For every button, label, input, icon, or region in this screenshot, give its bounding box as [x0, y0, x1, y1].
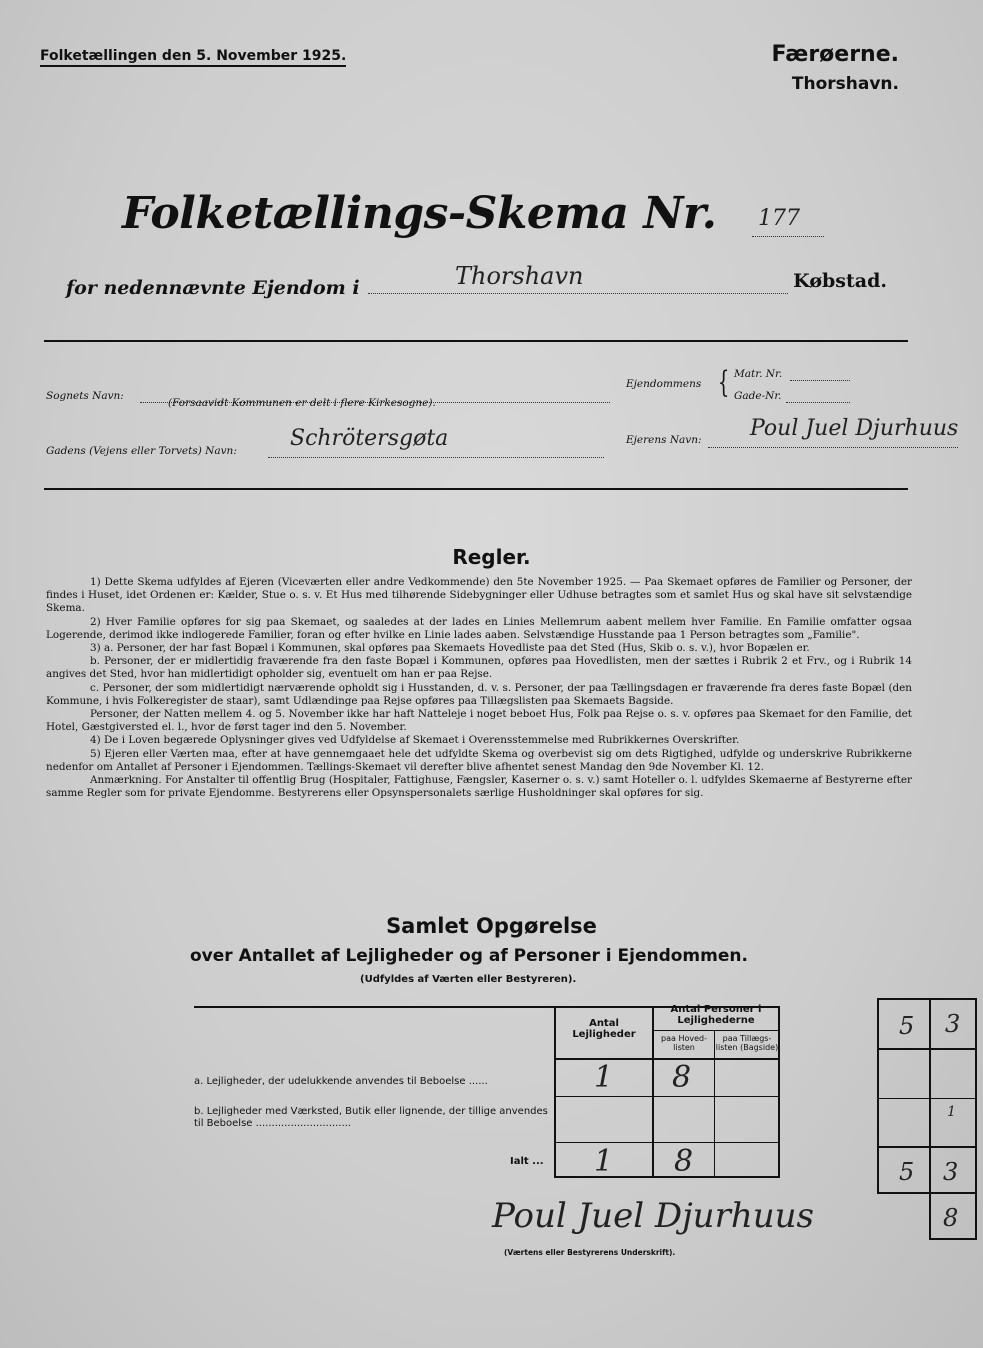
a-main-value: 8: [672, 1060, 692, 1095]
rule-paragraph: 2) Hver Familie opføres for sig paa Skemaet, og saaledes at der lades en Linies Mellemrum aabent mellem hver Familie. En Familie omfatter ogsaa Logerende, derimod ikke indlogerede Familier, foran og efter hvilke en Linie lades aaben. Selvstændige Husstande paa 1 Person betragtes som „Familie".: [46, 615, 912, 641]
tally-r3b: 3: [943, 1158, 959, 1186]
country-name: Færøerne.: [771, 42, 899, 67]
row-a-label: a. Lejligheder, der udelukkende anvendes til Beboelse ......: [194, 1076, 488, 1087]
col-apartments-header: Antal Lejligheder: [572, 1018, 636, 1040]
table-rule: [554, 1142, 780, 1143]
rule-paragraph: b. Personer, der er midlertidig fraværende fra den faste Bopæl i Kommunen, opføres paa Hovedlisten, men der sættes i Rubrik 2 et Frv., og i Rubrik 14 angives det Sted, hvor han midlertidigt opholder sig, eventuelt om han er paa Rejse.: [46, 655, 912, 681]
tally-rule: [877, 998, 977, 1000]
row-b-label: b. Lejligheder med Værksted, Butik eller lignende, der tillige anvendes til Beboelse ..............................: [194, 1106, 548, 1129]
matr-line: [790, 380, 850, 381]
summary-subtitle: over Antallet af Lejligheder og af Personer i Ejendommen.: [190, 946, 748, 966]
divider-top: [44, 340, 908, 342]
parish-label: Sognets Navn:: [46, 390, 124, 402]
row-b-text: b. Lejligheder med Værksted, Butik eller lignende, der tillige anvendes til Beboelse: [194, 1106, 548, 1129]
parish-note: (Forsaavidt Kommunen er delt i flere Kirkesogne).: [168, 397, 436, 409]
owner-line: [708, 447, 958, 448]
street-line: [268, 457, 604, 458]
kobstad-label: Købstad.: [793, 270, 887, 292]
row-a-text: a. Lejligheder, der udelukkende anvendes til Beboelse: [194, 1076, 466, 1087]
divider-middle: [44, 488, 908, 490]
gade-label: Gade-Nr.: [734, 390, 782, 402]
form-number-line: [752, 236, 824, 237]
tally-r1b: 3: [945, 1010, 961, 1038]
tally-rule: [975, 998, 977, 1240]
summary-title: Samlet Opgørelse: [386, 914, 597, 938]
tally-box: [877, 998, 977, 1240]
summary-note: (Udfyldes af Værten eller Bestyreren).: [360, 974, 577, 985]
property-value: Thorshavn: [455, 262, 584, 290]
total-main-value: 8: [674, 1144, 694, 1179]
form-number: 177: [758, 206, 800, 231]
tally-r2b: 1: [947, 1104, 956, 1120]
col-persons-header: Antal Personer i Lejlighederne: [670, 1004, 762, 1026]
town-name: Thorshavn.: [791, 74, 899, 94]
tally-rule: [929, 1238, 977, 1240]
tally-r3a: 5: [899, 1158, 915, 1186]
rules-heading: Regler.: [452, 545, 531, 569]
property-label: for nedennævnte Ejendom i: [66, 277, 360, 299]
table-rule: [778, 1006, 780, 1178]
rules-body: [46, 576, 912, 800]
tally-r1a: 5: [899, 1012, 915, 1040]
form-title: Folketællings-Skema Nr.: [122, 188, 717, 239]
street-label: Gadens (Vejens eller Torvets) Navn:: [46, 445, 237, 457]
brace-icon: {: [717, 365, 730, 400]
tally-rule: [877, 1098, 977, 1099]
owner-label: Ejerens Navn:: [626, 434, 702, 446]
rule-paragraph: 3) a. Personer, der har fast Bopæl i Kommunen, skal opføres paa Skemaets Hovedliste paa det Sted (Hus, Skib o. s. v.), hvor Bopælen er.: [90, 642, 810, 655]
table-rule: [554, 1006, 556, 1178]
owner-signature: Poul Juel Djurhuus: [492, 1196, 814, 1236]
census-date: Folketællingen den 5. November 1925.: [40, 48, 346, 67]
rule-paragraph: 1) Dette Skema udfyldes af Ejeren (Viceværten eller andre Vedkommende) den 5te November 1925. — Paa Skemaet opføres de Familier og Personer, der findes i Huset, idet Ordenen er: Kælder, Stue o. s. v. Et Hus med tilhørende Sidebygninger eller Udhuse betragtes som et samlet Hus og skal have sit selvstændige Skema.: [46, 576, 912, 615]
tally-rule: [877, 1192, 977, 1194]
owner-value: Poul Juel Djurhuus: [750, 416, 959, 441]
matr-label: Matr. Nr.: [734, 368, 783, 380]
summary-table: [194, 1000, 780, 1178]
total-apartments-value: 1: [594, 1144, 614, 1179]
signature-caption: (Værtens eller Bestyrerens Underskrift).: [504, 1248, 676, 1257]
property-line: [368, 293, 788, 294]
tally-r4b: 8: [943, 1204, 959, 1232]
col-main-header: paa Hoved-listen: [661, 1034, 707, 1052]
table-rule: [714, 1030, 715, 1178]
a-apartments-value: 1: [594, 1060, 614, 1095]
row-total-text: Ialt: [510, 1156, 529, 1167]
table-rule: [554, 1176, 780, 1178]
tally-rule: [877, 998, 879, 1192]
table-rule: [652, 1006, 654, 1178]
col-supp-header: paa Tillægs-listen (Bagside): [715, 1034, 779, 1052]
street-value: Schrötersgøta: [290, 426, 449, 451]
rule-paragraph: Personer, der Natten mellem 4. og 5. November ikke har haft Natteleje i noget beboet Hus, Folk paa Rejse o. s. v. opføres paa Skemaet for den Familie, det Hotel, Gæstgiversted el. l., hvor de først tager ind den 5. November.: [46, 708, 912, 734]
table-rule: [654, 1030, 779, 1031]
gade-line: [786, 402, 850, 403]
table-rule: [554, 1096, 780, 1097]
rule-paragraph: 5) Ejeren eller Værten maa, efter at have gennemgaaet hele det udfyldte Skema og overbevist sig om dets Rigtighed, udfylde og underskrive Rubrikkerne nedenfor om Antallet af Personer i Ejendommen. Tællings-Skemaet vil derefter blive afhentet senest Mandag den 9de November Kl. 12.: [46, 747, 912, 773]
rule-paragraph: c. Personer, der som midlertidigt nærværende opholdt sig i Husstanden, d. v. s. Personer, der paa Tællingsdagen er fraværende fra deres faste Bopæl (den Kommune, i hvis Folkeregister de staar), samt Udlændinge paa Rejse opføres paa Tillægslisten paa Skemaets Bagside.: [46, 681, 912, 707]
property-of-label: Ejendommens: [626, 378, 702, 390]
table-rule: [554, 1058, 780, 1060]
row-total-label: Ialt ...: [510, 1156, 544, 1167]
tally-rule: [877, 1048, 977, 1050]
tally-rule: [877, 1146, 977, 1148]
rule-note: Anmærkning. For Anstalter til offentlig Brug (Hospitaler, Fattighuse, Fængsler, Kaserner o. s. v.) samt Hoteller o. l. udfyldes Skemaerne af Bestyrerne efter samme Regler som for private Ejendomme. Bestyrerens eller Opsynspersonalets særlige Husholdninger skal opføres for sig.: [46, 774, 912, 800]
tally-rule: [929, 998, 931, 1240]
rule-paragraph: 4) De i Loven begærede Oplysninger gives ved Udfyldelse af Skemaet i Overensstemmelse med Rubrikkernes Overskrifter.: [90, 734, 740, 747]
